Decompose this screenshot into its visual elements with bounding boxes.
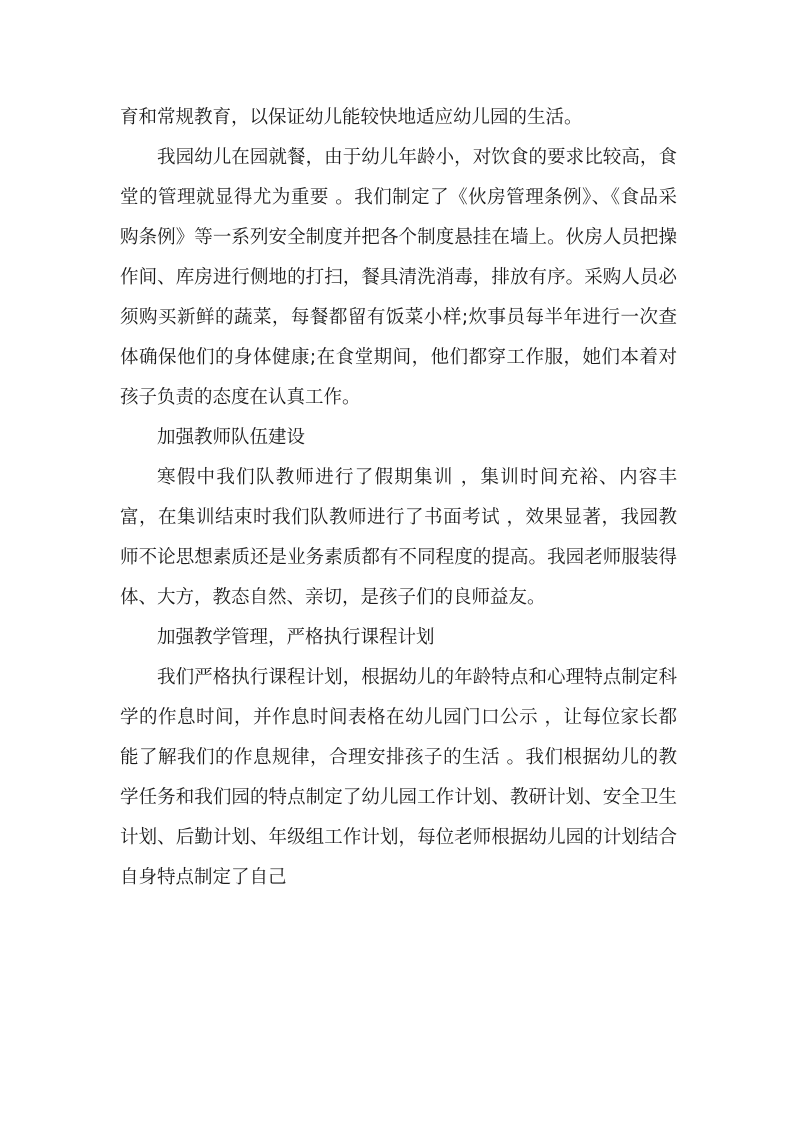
section-heading-teacher-team: 加强教师队伍建设 — [157, 427, 306, 448]
paragraph-continuation: 育和常规教育，以保证幼儿能较快地适应幼儿园的生活。 — [120, 107, 583, 128]
paragraph-canteen-management: 我园幼儿在园就餐，由于幼儿年龄小，对饮食的要求比较高，食堂的管理就显得尤为重要 。我们制定了《伙房管理条例》、《食品采购条例》等一系列安全制度并把各个制度悬挂在墙上。伙房人员把操作间、库房进行侧地的打扫，餐具清洗消毒，排放有序。采购人员必须购买新鲜的蔬菜，每餐都留有饭菜小样;炊事员每半年进行一次查体确保他们的身体健康;在食堂期间，他们都穿工作服，她们本着对孩子负责的态度在认真工作。 — [120, 147, 677, 408]
paragraph-teacher-training: 寒假中我们队教师进行了假期集训 ，集训时间充裕、内容丰富，在集训结束时我们队教师进行了书面考试 ，效果显著，我园教师不论思想素质还是业务素质都有不同程度的提高。我园老师服装得体、大方，教态自然、亲切，是孩子们的良师益友。 — [120, 467, 677, 608]
section-heading-teaching-management: 加强教学管理，严格执行课程计划 — [157, 627, 435, 648]
paragraph-curriculum-plan: 我们严格执行课程计划，根据幼儿的年龄特点和心理特点制定科学的作息时间，并作息时间表格在幼儿园门口公示 ，让每位家长都能了解我们的作息规律，合理安排孩子的生活 。我们根据幼儿的教学任务和我们园的特点制定了幼儿园工作计划、教研计划、安全卫生计划、后勤计划、年级组工作计划，每位老师根据幼儿园的计划结合自身特点制定了自己 — [120, 667, 677, 888]
document-page — [120, 98, 677, 898]
